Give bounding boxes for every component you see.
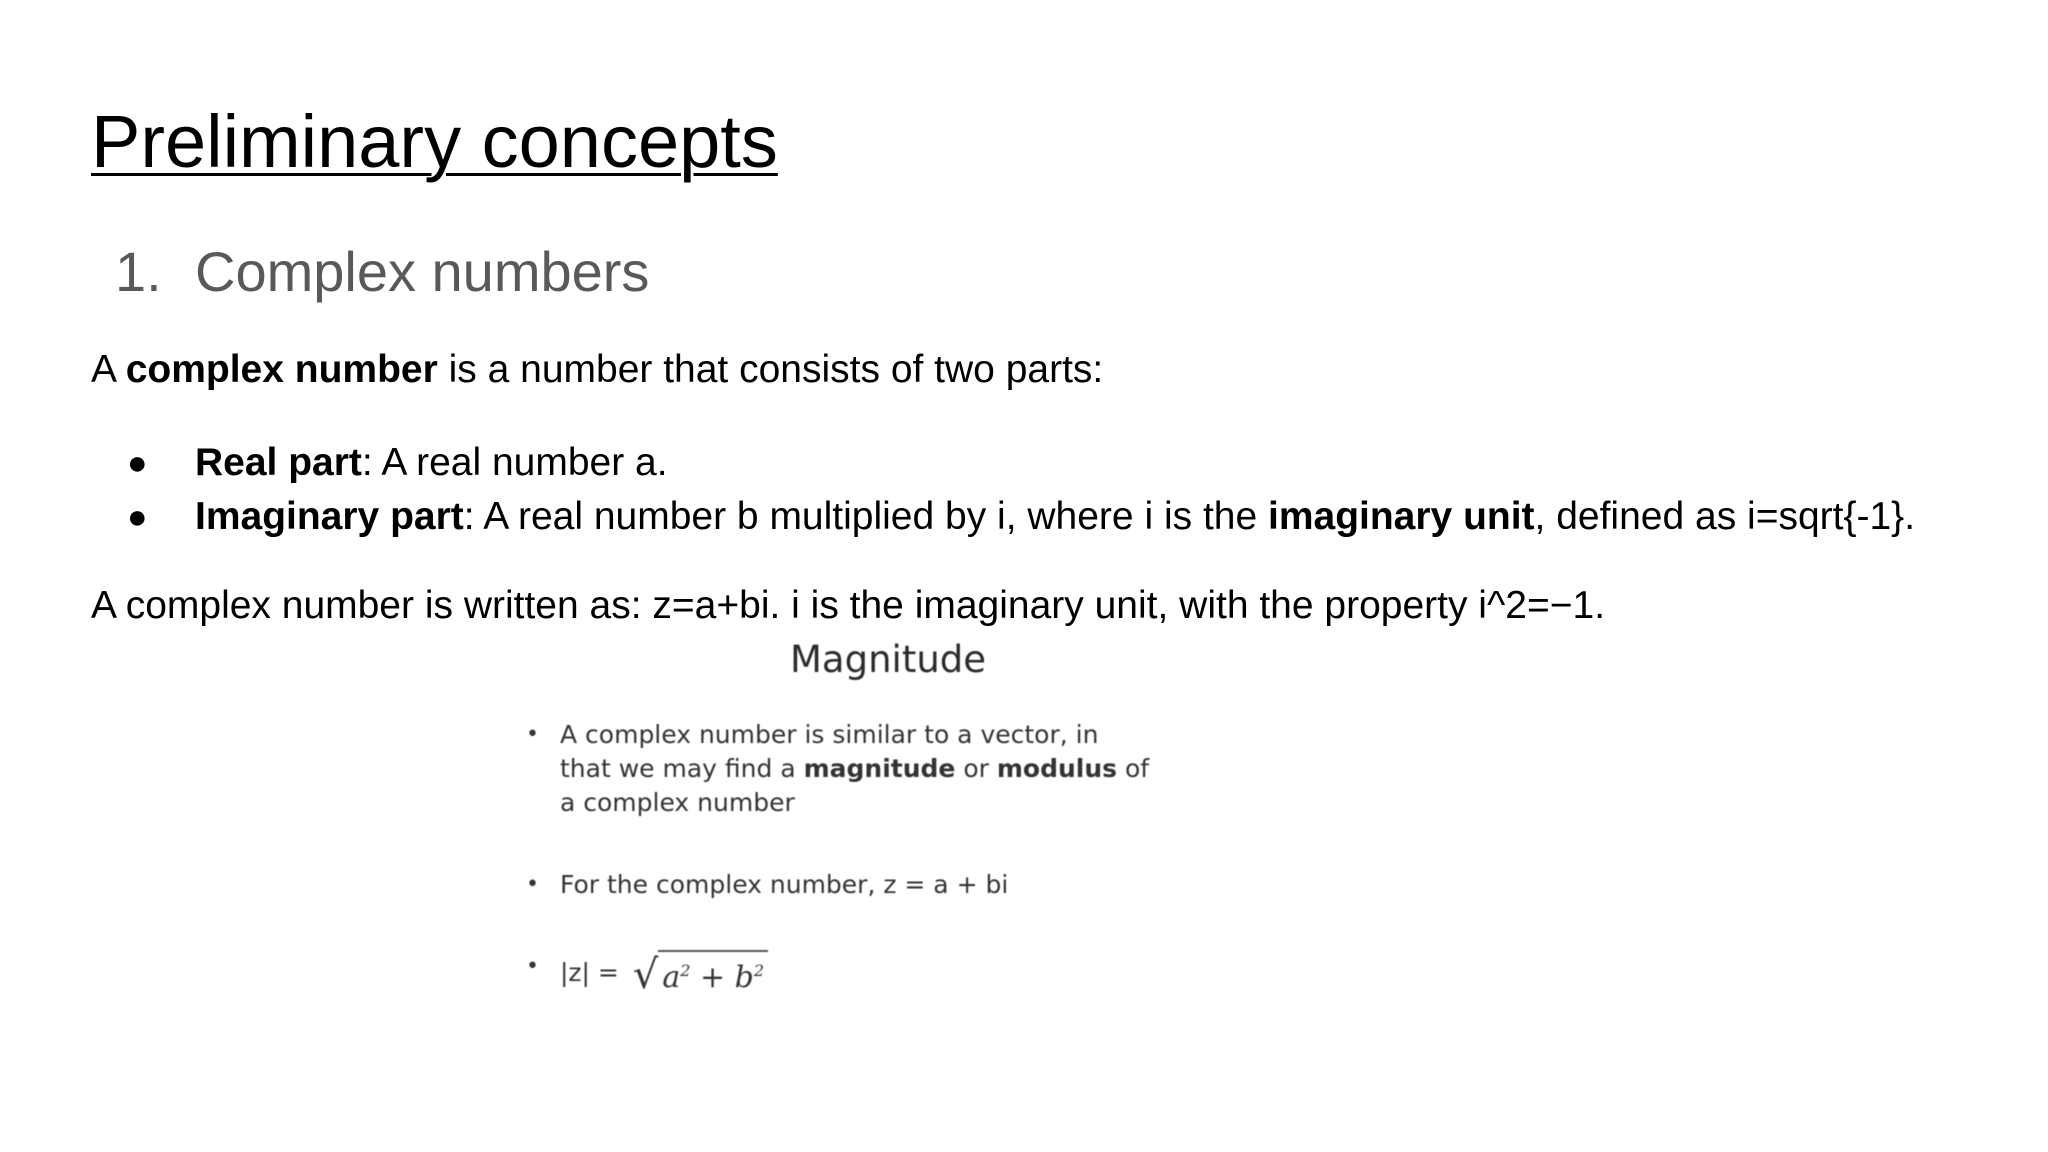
section-heading-text: Complex numbers: [195, 240, 650, 303]
bullet-icon: ●: [127, 444, 148, 482]
figure-item-definition: [520, 868, 1149, 902]
section-number: 1.: [115, 240, 162, 303]
radicand: [658, 950, 768, 995]
intro-post: is a number that consists of two parts:: [437, 348, 1104, 391]
intro-bold: complex number: [125, 348, 438, 391]
exponent: 2: [680, 961, 691, 980]
section-heading: [115, 240, 649, 304]
imaginary-part-label: Imaginary part: [195, 495, 464, 538]
figure-item-line: a complex number: [560, 788, 795, 817]
intro-paragraph: [91, 346, 1103, 394]
intro-pre: A: [91, 348, 126, 391]
written-as-paragraph: A complex number is written as: z=a+bi. i is the imaginary unit, with the property i^2=−1.: [91, 584, 1606, 627]
bullet-icon: ●: [127, 498, 148, 536]
magnitude-term: magnitude: [803, 754, 956, 783]
radical-icon: √: [632, 952, 659, 998]
radicand-b: b: [734, 960, 754, 995]
figure-text: of: [1117, 754, 1150, 783]
square-root: [632, 950, 768, 998]
magnitude-figure: [520, 636, 1280, 1016]
formula-lhs: |z| =: [560, 957, 619, 987]
list-item-real-part: [91, 436, 1915, 490]
list-item-imaginary-part: [91, 490, 1915, 544]
figure-title: Magnitude: [790, 638, 987, 681]
parts-list: [91, 436, 1915, 544]
modulus-term: modulus: [996, 754, 1118, 783]
figure-text: or: [955, 754, 997, 783]
plus-sign: +: [690, 960, 735, 995]
exponent: 2: [753, 961, 765, 980]
figure-item-line: A complex number is similar to a vector, in: [560, 720, 1099, 749]
figure-item-vector: [520, 718, 1149, 820]
figure-item-text: For the complex number, z = a + bi: [560, 870, 1009, 899]
bullet-icon: •: [526, 954, 539, 979]
radicand-a: a: [662, 960, 681, 995]
bullet-icon: •: [526, 722, 539, 747]
imaginary-unit-definition: , defined as i=sqrt{-1}.: [1534, 495, 1916, 538]
slide-title: Preliminary concepts: [91, 100, 778, 183]
figure-text: that we may find a: [560, 754, 804, 783]
figure-item-line: [560, 752, 1149, 786]
imaginary-part-text: : A real number b multiplied by i, where i is the: [463, 495, 1268, 538]
real-part-text: : A real number a.: [361, 441, 668, 484]
imaginary-unit-label: imaginary unit: [1268, 495, 1535, 538]
magnitude-formula: [560, 950, 768, 998]
figure-item-formula: [520, 950, 1149, 998]
real-part-label: Real part: [195, 441, 362, 484]
figure-list: [520, 718, 1150, 998]
bullet-icon: •: [526, 872, 539, 897]
